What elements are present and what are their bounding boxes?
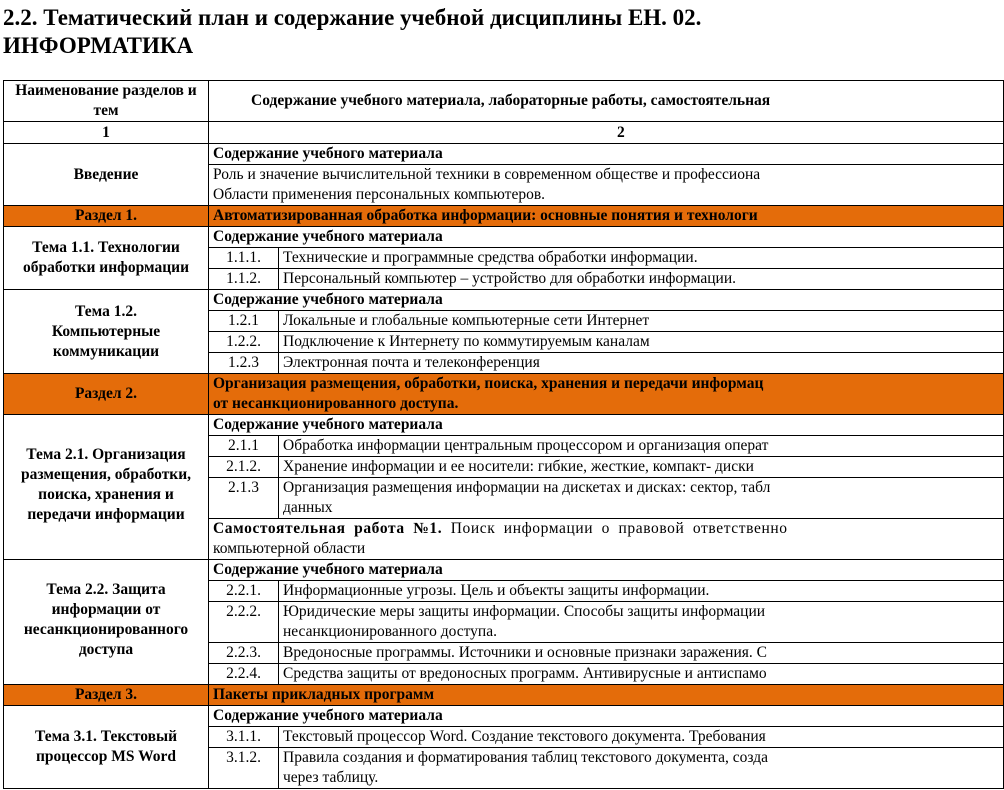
section-3-title: Пакеты прикладных программ bbox=[209, 685, 1004, 706]
item-number: 2.2.1. bbox=[209, 581, 279, 602]
item-text-continued: данных bbox=[279, 498, 1004, 519]
topic-3-1-name: Тема 3.1. Текстовый процессор MS Word bbox=[4, 706, 209, 789]
table-container bbox=[0, 80, 816, 786]
intro-line-1: Роль и значение вычислительной техники в современном обществе и профессиона bbox=[209, 165, 1004, 186]
selfwork-line-2: компьютерной области bbox=[209, 539, 1004, 560]
content-label: Содержание учебного материала bbox=[209, 560, 1004, 581]
item-number: 3.1.2. bbox=[209, 748, 279, 789]
table-row bbox=[4, 227, 1004, 248]
item-number: 2.2.2. bbox=[209, 602, 279, 643]
item-text: Хранение информации и ее носители: гибкие, жесткие, компакт- диски bbox=[279, 457, 1004, 478]
thematic-plan-table bbox=[3, 80, 1004, 789]
item-number: 1.1.2. bbox=[209, 269, 279, 290]
item-text: Информационные угрозы. Цель и объекты защиты информации. bbox=[279, 581, 1004, 602]
selfwork-label: Самостоятельная работа №1. bbox=[213, 520, 443, 537]
table-row bbox=[4, 706, 1004, 727]
header-col-names: Наименование разделов и тем bbox=[4, 81, 209, 122]
item-text: Технические и программные средства обработки информации. bbox=[279, 248, 1004, 269]
item-text: Персональный компьютер – устройство для обработки информации. bbox=[279, 269, 1004, 290]
item-text: Вредоносные программы. Источники и основные признаки заражения. С bbox=[279, 643, 1004, 664]
selfwork-text: Поиск информации о правовой ответственно bbox=[450, 520, 788, 537]
intro-name: Введение bbox=[4, 144, 209, 206]
table-row bbox=[4, 415, 1004, 436]
section-row bbox=[4, 685, 1004, 706]
table-row bbox=[4, 144, 1004, 165]
section-2-title-line-2: от несанкционированного доступа. bbox=[209, 394, 1004, 415]
content-label: Содержание учебного материала bbox=[209, 290, 1004, 311]
section-2-name: Раздел 2. bbox=[4, 374, 209, 415]
item-text-continued: через таблицу. bbox=[279, 768, 1004, 789]
content-label: Содержание учебного материала bbox=[209, 144, 1004, 165]
item-number: 2.2.3. bbox=[209, 643, 279, 664]
content-label: Содержание учебного материала bbox=[209, 706, 1004, 727]
content-label: Содержание учебного материала bbox=[209, 227, 1004, 248]
content-label: Содержание учебного материала bbox=[209, 415, 1004, 436]
topic-1-1-name: Тема 1.1. Технологии обработки информации bbox=[4, 227, 209, 290]
header-row bbox=[4, 81, 1004, 122]
item-number: 2.1.2. bbox=[209, 457, 279, 478]
item-number: 1.2.3 bbox=[209, 353, 279, 374]
section-1-title: Автоматизированная обработка информации: основные понятия и технологи bbox=[209, 206, 1004, 227]
item-text: Организация размещения информации на дискетах и дисках: сектор, табл bbox=[279, 478, 1004, 499]
item-number: 1.2.2. bbox=[209, 332, 279, 353]
selfwork-line-1 bbox=[209, 519, 1004, 540]
header-num-2: 2 bbox=[209, 122, 1004, 144]
item-text: Подключение к Интернету по коммутируемым каналам bbox=[279, 332, 1004, 353]
item-number: 2.1.1 bbox=[209, 436, 279, 457]
header-num-1: 1 bbox=[4, 122, 209, 144]
topic-1-2-name: Тема 1.2. Компьютерные коммуникации bbox=[4, 290, 209, 374]
section-3-name: Раздел 3. bbox=[4, 685, 209, 706]
section-row bbox=[4, 206, 1004, 227]
item-number: 2.1.3 bbox=[209, 478, 279, 519]
item-number: 2.2.4. bbox=[209, 664, 279, 685]
item-text: Юридические меры защиты информации. Способы защиты информации bbox=[279, 602, 1004, 623]
item-number: 3.1.1. bbox=[209, 727, 279, 748]
page-title: 2.2. Тематический план и содержание учебной дисциплины ЕН. 02. ИНФОРМАТИКА bbox=[3, 5, 702, 58]
item-text: Средства защиты от вредоносных программ. Антивирусные и антиспамо bbox=[279, 664, 1004, 685]
item-number: 1.1.1. bbox=[209, 248, 279, 269]
topic-2-2-name: Тема 2.2. Защита информации от несанкционированного доступа bbox=[4, 560, 209, 685]
intro-line-2: Области применения персональных компьютеров. bbox=[209, 185, 1004, 206]
header-col-content: Содержание учебного материала, лабораторные работы, самостоятельная bbox=[209, 81, 1004, 122]
item-text: Электронная почта и телеконференция bbox=[279, 353, 1004, 374]
section-1-name: Раздел 1. bbox=[4, 206, 209, 227]
table-row bbox=[4, 560, 1004, 581]
item-text: Правила создания и форматирования таблиц текстового документа, созда bbox=[279, 748, 1004, 769]
section-2-title-line-1: Организация размещения, обработки, поиска, хранения и передачи информац bbox=[209, 374, 1004, 395]
item-number: 1.2.1 bbox=[209, 311, 279, 332]
item-text: Текстовый процессор Word. Создание текстового документа. Требования bbox=[279, 727, 1004, 748]
table-row bbox=[4, 290, 1004, 311]
item-text: Обработка информации центральным процессором и организация операт bbox=[279, 436, 1004, 457]
item-text-continued: несанкционированного доступа. bbox=[279, 622, 1004, 643]
topic-2-1-name: Тема 2.1. Организация размещения, обработки, поиска, хранения и передачи информации bbox=[4, 415, 209, 560]
item-text: Локальные и глобальные компьютерные сети Интернет bbox=[279, 311, 1004, 332]
section-row bbox=[4, 374, 1004, 395]
header-numbers-row bbox=[4, 122, 1004, 144]
